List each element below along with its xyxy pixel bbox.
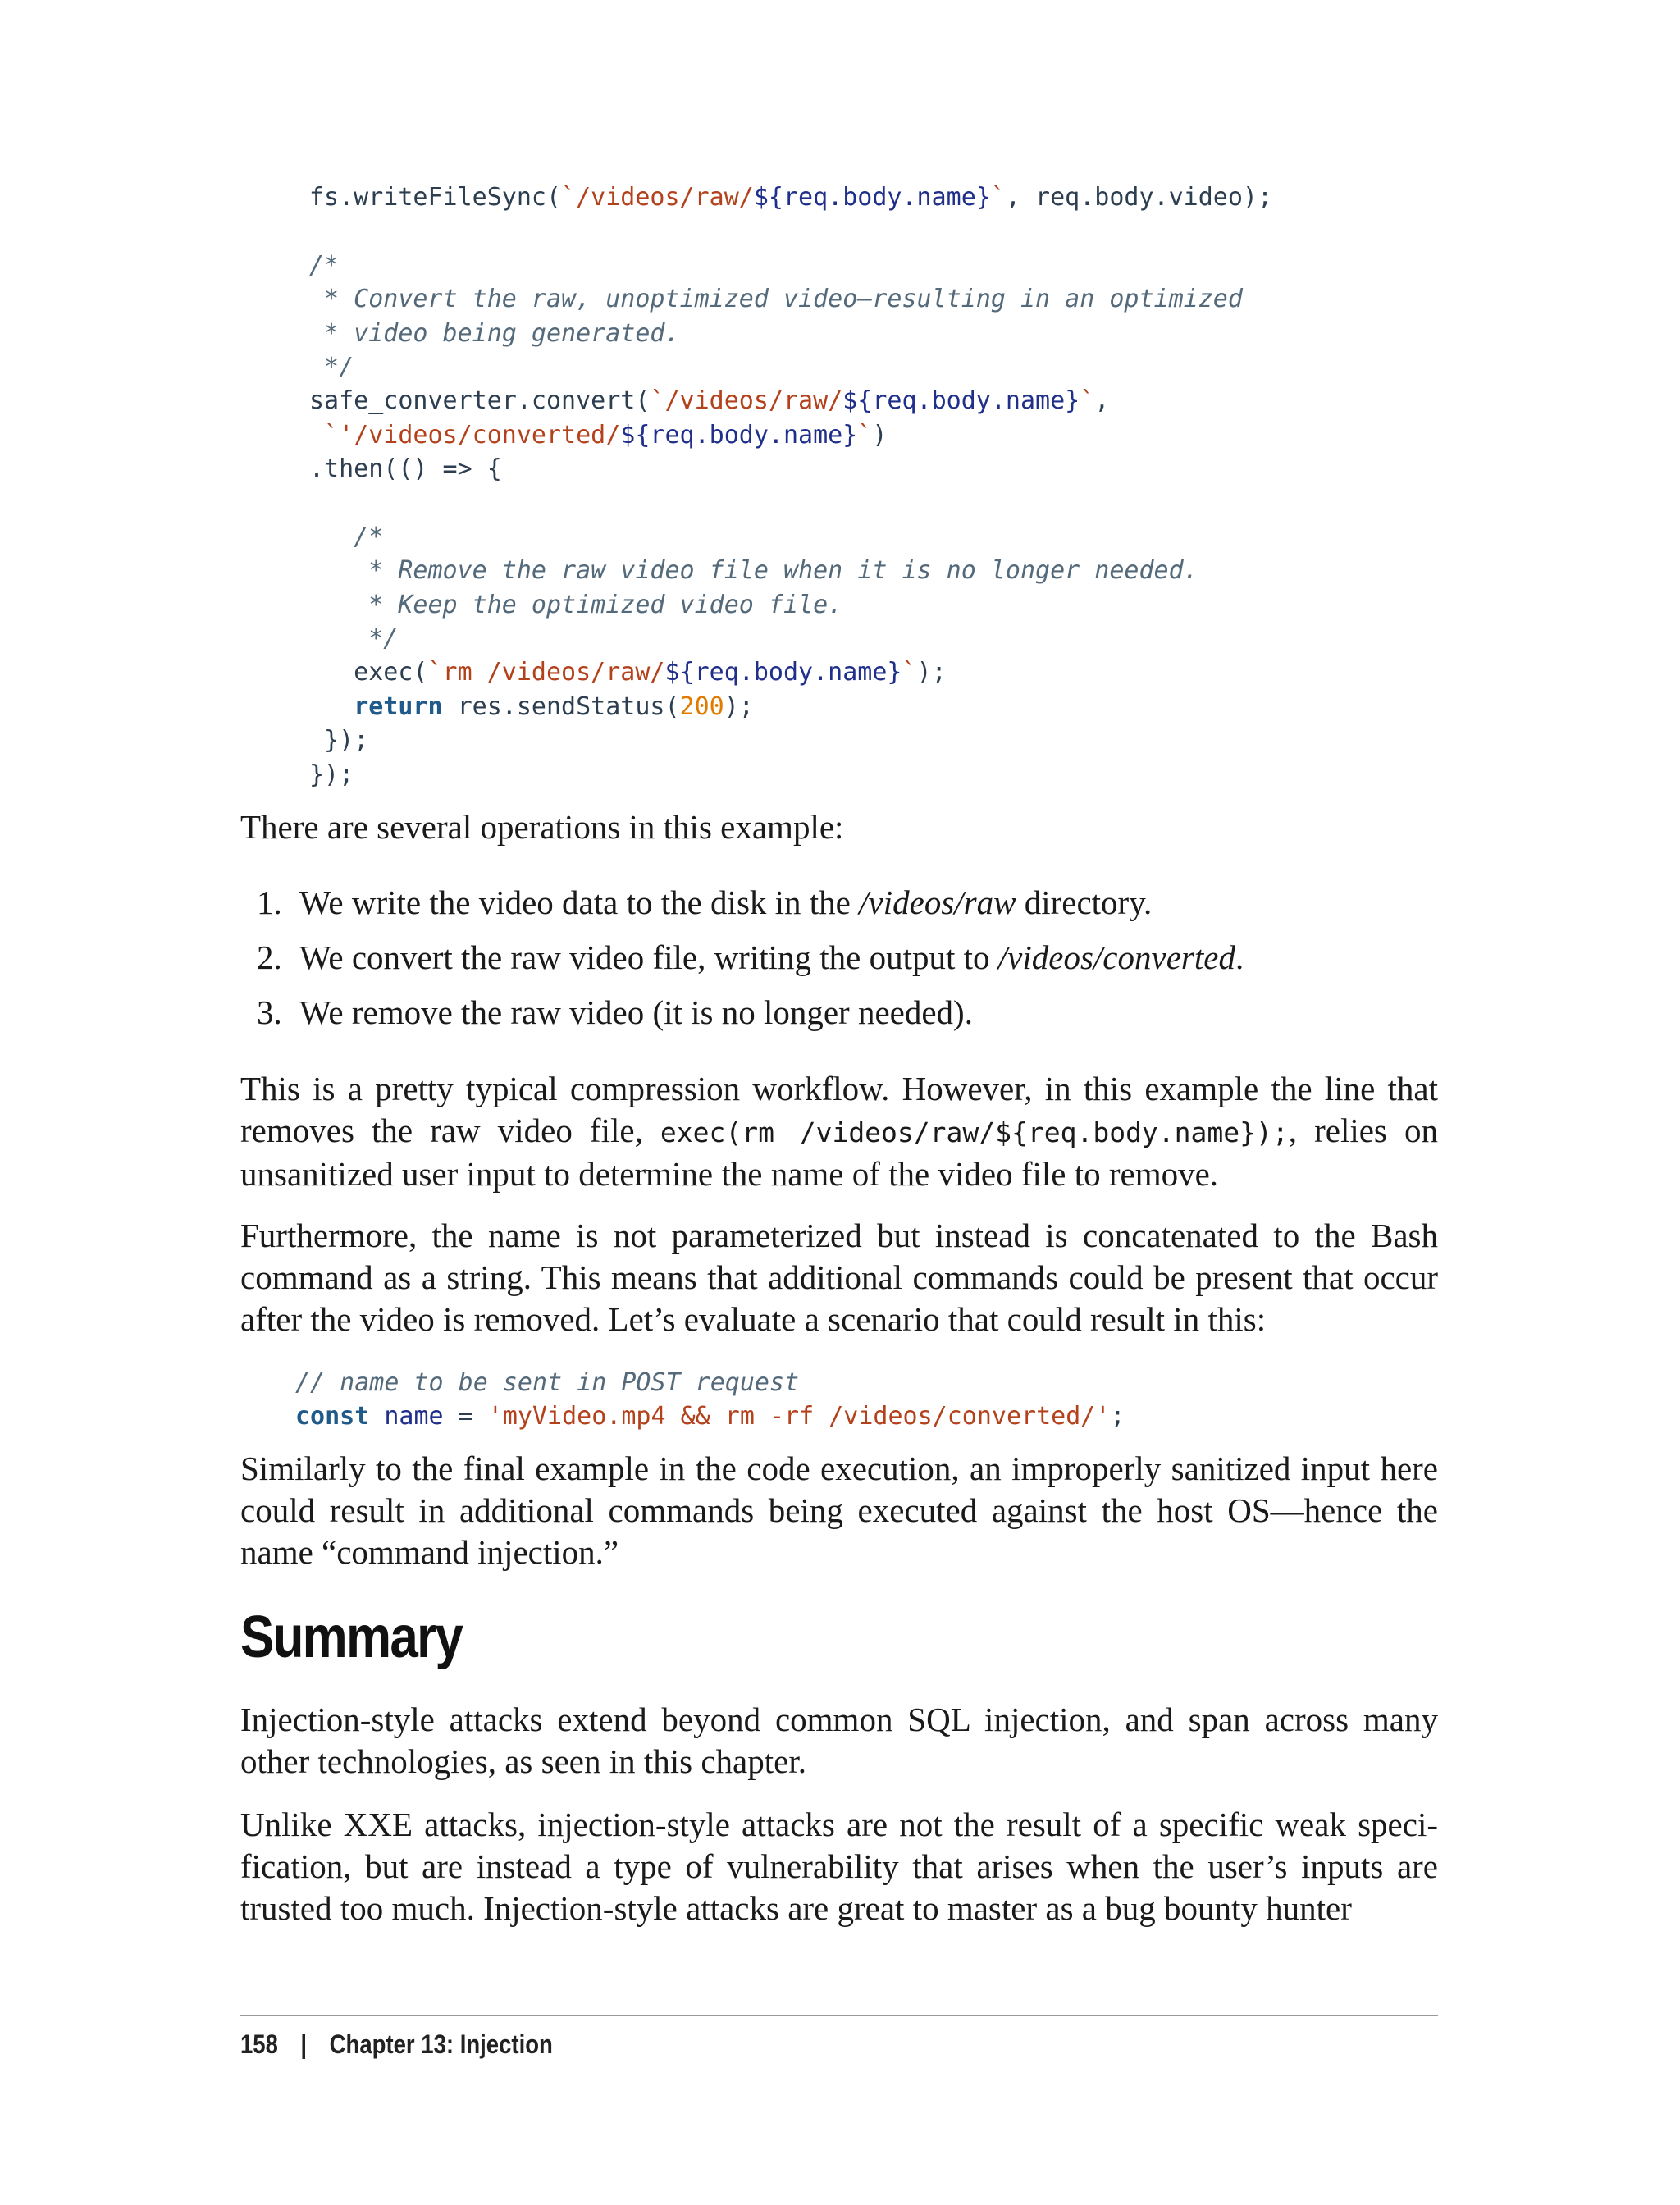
list-item: 2. We convert the raw video file, writing the output to /videos/converted. bbox=[257, 938, 1244, 976]
code-line: fs.writeFileSync(`/videos/raw/${req.body.name}`, req.body.video); bbox=[309, 183, 1273, 212]
code-comment-line: */ bbox=[309, 624, 399, 654]
code-comment-line: /* bbox=[309, 522, 384, 551]
code-comment-line: * Convert the raw, unoptimized video—resulting in an optimized bbox=[309, 285, 1243, 314]
code-line: .then(() => { bbox=[309, 454, 502, 484]
paragraph-summary-1: Injection-style attacks extend beyond common SQL injection, and span across many other technologies, as seen in this chapter. bbox=[240, 1701, 1438, 1780]
code-block-convert-video bbox=[309, 180, 1272, 792]
intro-text: There are several operations in this example: bbox=[240, 808, 844, 846]
chapter-title: Chapter 13: Injection bbox=[329, 2029, 553, 2059]
section-heading-summary: Summary bbox=[240, 1605, 463, 1670]
footer-separator: | bbox=[300, 2029, 308, 2059]
code-line bbox=[309, 486, 1272, 520]
list-item: 3. We remove the raw video (it is no longer needed). bbox=[257, 993, 973, 1031]
inline-code: exec(rm /videos/raw/${req.body.name}); bbox=[660, 1116, 1289, 1148]
paragraph-workflow: This is a pretty typical compression workflow. However, in this example the line that removes the raw video file, exec(rm /videos/raw/${req.body.name});, relies on unsanitized user input to determine the name of the video file to remove. bbox=[240, 1070, 1438, 1193]
code-line: `'/videos/converted/${req.body.name}`) bbox=[309, 420, 888, 450]
page-number: 158 bbox=[240, 2029, 278, 2059]
page-footer bbox=[240, 2029, 553, 2060]
code-comment-line: */ bbox=[309, 352, 354, 381]
code-line: exec(`rm /videos/raw/${req.body.name}`); bbox=[309, 658, 947, 687]
paragraph-concatenation: Furthermore, the name is not parameterized but instead is concatenated to the Bash command as a string. This means that additional commands could be present that occur after the video is removed. Let’s evaluate a scenario that could result in this: bbox=[240, 1217, 1438, 1338]
footer-divider bbox=[240, 2015, 1438, 2016]
code-comment-line: /* bbox=[309, 250, 340, 280]
code-comment-line: * Remove the raw video file when it is no longer needed. bbox=[309, 556, 1198, 586]
code-line: }); bbox=[309, 726, 369, 756]
paragraph-similarly: Similarly to the final example in the code execution, an improperly sanitized input here could result in additional commands being executed against the host OS—hence the name “command injection.” bbox=[240, 1449, 1438, 1571]
paragraph-summary-2: Unlike XXE attacks, injection-style attacks are not the result of a specific weak specification, but are instead a type of vulnerability that arises when the user’s inputs are trusted too much. Injection-style attacks are great to master as a bug bounty hunter bbox=[240, 1806, 1438, 1927]
code-line: safe_converter.convert(`/videos/raw/${req.body.name}`, bbox=[309, 386, 1110, 416]
operations-list bbox=[240, 882, 1438, 1047]
code-line: }); bbox=[309, 760, 354, 789]
code-line: const name = 'myVideo.mp4 && rm -rf /videos/converted/'; bbox=[295, 1402, 1125, 1431]
list-item: 1. We write the video data to the disk in the /videos/raw directory. bbox=[257, 883, 1153, 921]
code-comment-line: // name to be sent in POST request bbox=[295, 1368, 800, 1397]
code-comment-line: * Keep the optimized video file. bbox=[309, 590, 843, 619]
code-line bbox=[309, 214, 1272, 248]
code-comment-line: * video being generated. bbox=[309, 318, 680, 348]
code-line: return res.sendStatus(200); bbox=[354, 692, 754, 721]
code-block-post-request bbox=[295, 1366, 1125, 1434]
